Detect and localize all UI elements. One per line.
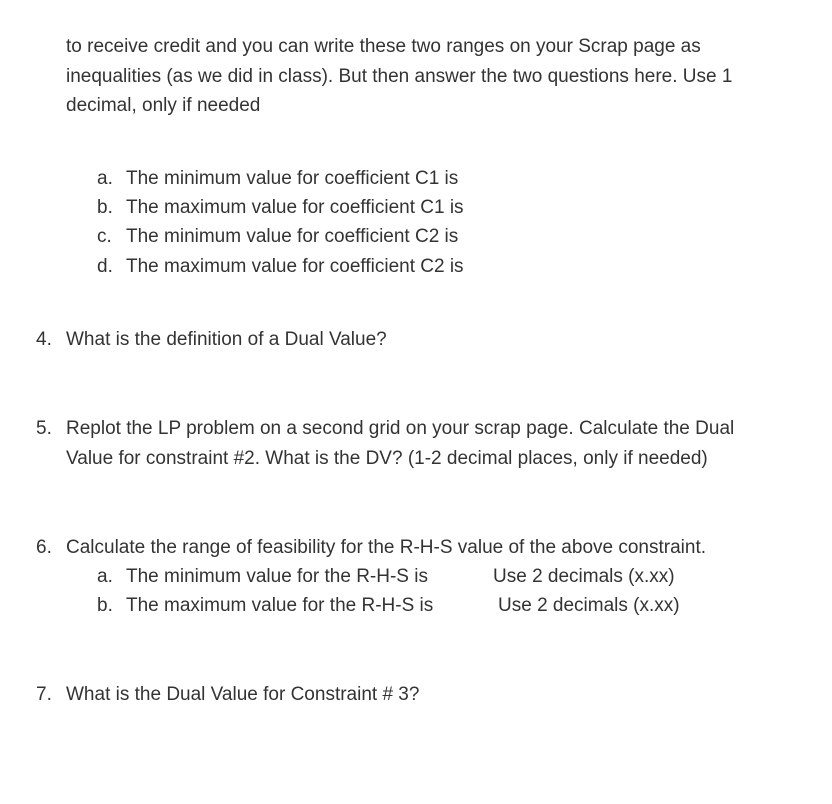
- intro-line-1: to receive credit and you can write these two ranges on your Scrap page as: [66, 36, 701, 57]
- q4-text: What is the definition of a Dual Value?: [66, 329, 387, 350]
- q3-item-b-marker: b.: [97, 197, 113, 218]
- q7-text: What is the Dual Value for Constraint # 3?: [66, 684, 420, 705]
- q3-item-a-text: The minimum value for coefficient C1 is: [126, 168, 459, 189]
- q3-item-c-marker: c.: [97, 226, 112, 247]
- q6-number: 6.: [36, 537, 52, 558]
- q5-line-1: Replot the LP problem on a second grid on your scrap page. Calculate the Dual: [66, 418, 735, 439]
- q6-item-b-hint: Use 2 decimals (x.xx): [498, 595, 680, 616]
- q3-item-b-text: The maximum value for coefficient C1 is: [126, 197, 464, 218]
- q5-line-2: Value for constraint #2. What is the DV? (1-2 decimal places, only if needed): [66, 448, 708, 469]
- q5-number: 5.: [36, 418, 52, 439]
- q6-item-a-text: The minimum value for the R-H-S is: [126, 566, 428, 587]
- q6-item-b-marker: b.: [97, 595, 113, 616]
- intro-line-2: inequalities (as we did in class). But then answer the two questions here. Use 1: [66, 66, 733, 87]
- q6-item-b-text: The maximum value for the R-H-S is: [126, 595, 434, 616]
- q3-item-d-marker: d.: [97, 256, 113, 277]
- q6-item-a-marker: a.: [97, 566, 113, 587]
- q6-item-a-hint: Use 2 decimals (x.xx): [493, 566, 675, 587]
- q6-text: Calculate the range of feasibility for the R-H-S value of the above constraint.: [66, 537, 707, 558]
- q3-item-d-text: The maximum value for coefficient C2 is: [126, 256, 464, 277]
- q3-item-a-marker: a.: [97, 168, 113, 189]
- q4-number: 4.: [36, 329, 52, 350]
- intro-line-3: decimal, only if needed: [66, 95, 261, 116]
- q7-number: 7.: [36, 684, 52, 705]
- q3-item-c-text: The minimum value for coefficient C2 is: [126, 226, 459, 247]
